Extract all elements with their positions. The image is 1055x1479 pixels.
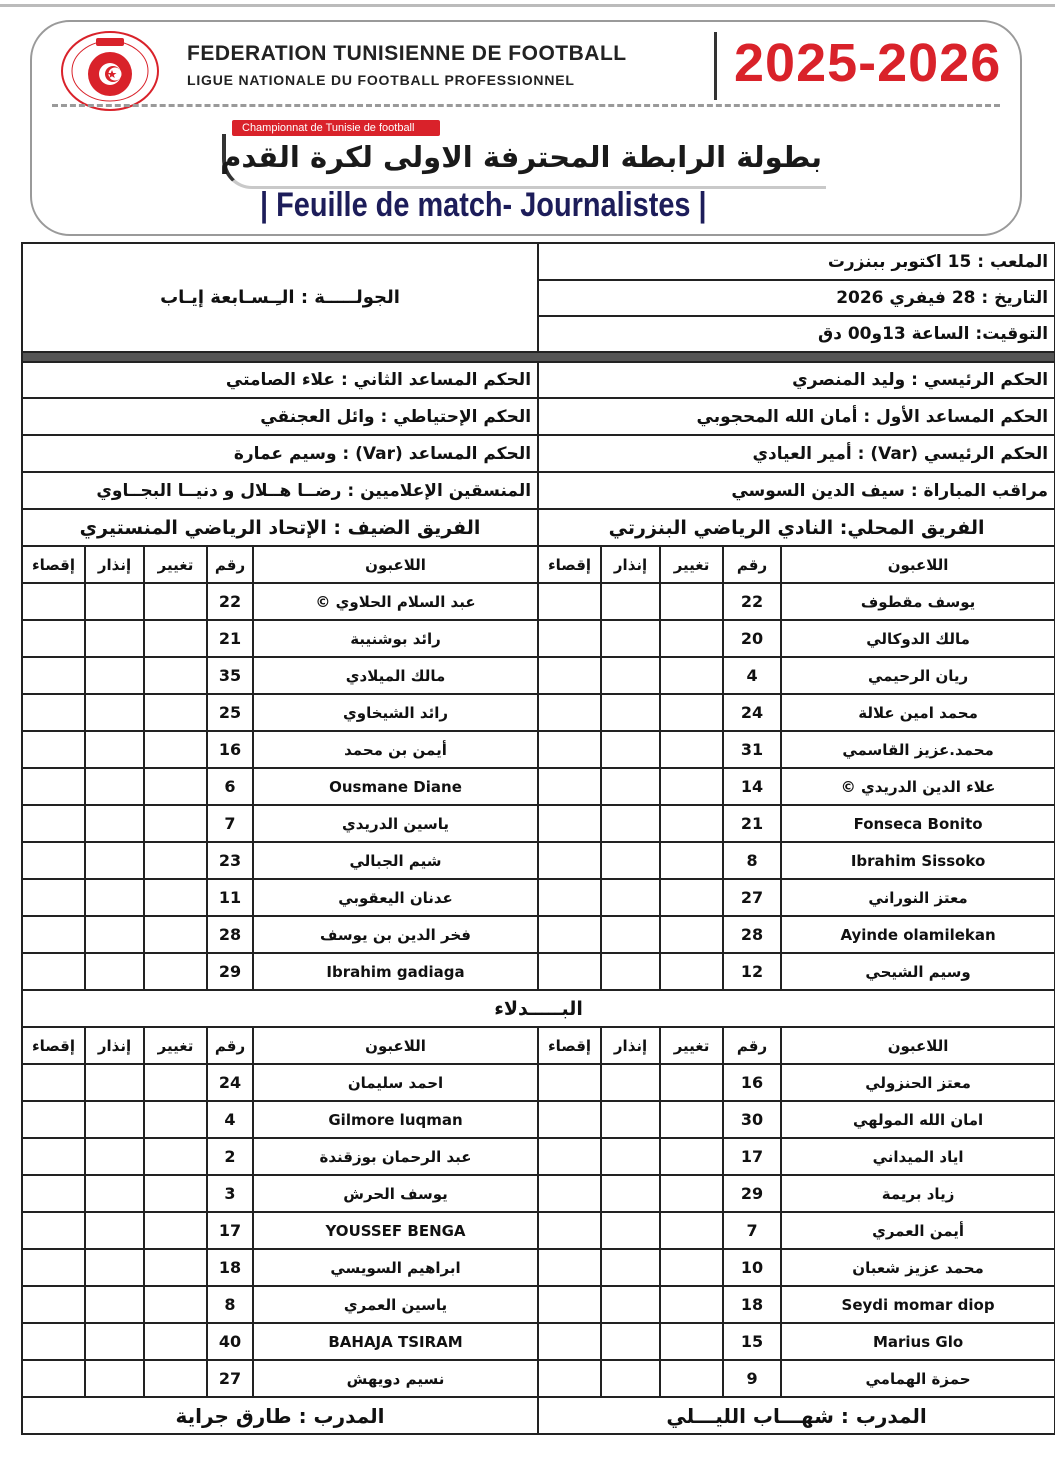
table-row — [22, 1138, 1055, 1175]
date-cell: التاريخ : 28 فيفري 2026 — [538, 280, 1055, 316]
header-divider — [714, 32, 717, 100]
table-row — [22, 879, 1055, 916]
away-warning-cell — [85, 916, 144, 953]
away-number-cell: 4 — [207, 1101, 253, 1138]
away-substitution-cell — [144, 1286, 207, 1323]
home-expulsion-cell — [538, 1360, 601, 1397]
home-player-name: محمد عزيز شعبان — [781, 1249, 1055, 1286]
away-warning-cell — [85, 620, 144, 657]
home-substitution-cell — [660, 1138, 723, 1175]
league-title-ar: بطولة الرابطة المحترفة الاولى لكرة القدم — [220, 140, 822, 174]
home-warning-cell — [601, 1138, 660, 1175]
home-expulsion-cell — [538, 1212, 601, 1249]
home-warning-cell — [601, 657, 660, 694]
col-warning: إنذار — [85, 1027, 144, 1064]
home-warning-cell — [601, 953, 660, 990]
table-row — [22, 694, 1055, 731]
home-player-name: Marius Glo — [781, 1323, 1055, 1360]
home-number-cell: 14 — [723, 768, 781, 805]
home-player-name: حمزة الهمامي — [781, 1360, 1055, 1397]
dashed-divider — [52, 104, 1000, 107]
home-number-cell: 28 — [723, 916, 781, 953]
away-warning-cell — [85, 1064, 144, 1101]
league-name: LIGUE NATIONALE DU FOOTBALL PROFESSIONNEL — [187, 72, 575, 88]
home-player-name: مالك الدوكالي — [781, 620, 1055, 657]
away-warning-cell — [85, 1175, 144, 1212]
col-expulsion: إقصاء — [538, 546, 601, 583]
away-substitution-cell — [144, 1249, 207, 1286]
away-substitution-cell — [144, 1138, 207, 1175]
away-warning-cell — [85, 1138, 144, 1175]
home-player-name: Ayinde olamilekan — [781, 916, 1055, 953]
home-warning-cell — [601, 879, 660, 916]
away-player-name: عدنان اليعقوبي — [253, 879, 538, 916]
home-substitution-cell — [660, 1360, 723, 1397]
home-coach-cell: المدرب : شهـــاب الليـــلي — [538, 1397, 1055, 1434]
away-expulsion-cell — [22, 916, 85, 953]
away-team-cell: الفريق الضيف : الإتحاد الرياضي المنستيري — [22, 509, 538, 546]
col-number: رقم — [207, 1027, 253, 1064]
away-warning-cell — [85, 768, 144, 805]
away-number-cell: 16 — [207, 731, 253, 768]
home-expulsion-cell — [538, 731, 601, 768]
col-players: اللاعبون — [253, 1027, 538, 1064]
away-expulsion-cell — [22, 657, 85, 694]
away-player-name: Ibrahim gadiaga — [253, 953, 538, 990]
home-warning-cell — [601, 1212, 660, 1249]
home-warning-cell — [601, 1249, 660, 1286]
away-warning-cell — [85, 583, 144, 620]
away-expulsion-cell — [22, 1286, 85, 1323]
home-player-name: زياد بريمة — [781, 1175, 1055, 1212]
home-player-name: Fonseca Bonito — [781, 805, 1055, 842]
assistant2-cell: الحكم المساعد الثاني : علاء الصامتي — [22, 362, 538, 398]
table-row — [22, 620, 1055, 657]
home-expulsion-cell — [538, 805, 601, 842]
away-expulsion-cell — [22, 694, 85, 731]
table-row — [22, 583, 1055, 620]
away-number-cell: 3 — [207, 1175, 253, 1212]
away-number-cell: 35 — [207, 657, 253, 694]
away-player-name: احمد سليمان — [253, 1064, 538, 1101]
away-substitution-cell — [144, 805, 207, 842]
away-expulsion-cell — [22, 1323, 85, 1360]
home-substitution-cell — [660, 953, 723, 990]
federation-name: FEDERATION TUNISIENNE DE FOOTBALL — [187, 42, 627, 65]
away-warning-cell — [85, 953, 144, 990]
home-warning-cell — [601, 731, 660, 768]
away-number-cell: 18 — [207, 1249, 253, 1286]
table-row — [22, 1064, 1055, 1101]
home-player-name: أيمن العمري — [781, 1212, 1055, 1249]
home-expulsion-cell — [538, 1101, 601, 1138]
home-substitution-cell — [660, 1064, 723, 1101]
top-rule — [0, 4, 1055, 7]
away-number-cell: 8 — [207, 1286, 253, 1323]
table-row — [22, 916, 1055, 953]
col-number: رقم — [723, 546, 781, 583]
home-warning-cell — [601, 1175, 660, 1212]
away-player-name: يوسف الحرش — [253, 1175, 538, 1212]
home-number-cell: 17 — [723, 1138, 781, 1175]
away-substitution-cell — [144, 1175, 207, 1212]
home-player-name: علاء الدين الدريدي © — [781, 768, 1055, 805]
home-warning-cell — [601, 842, 660, 879]
home-number-cell: 30 — [723, 1101, 781, 1138]
away-expulsion-cell — [22, 1249, 85, 1286]
col-number: رقم — [723, 1027, 781, 1064]
away-player-name: ابراهيم السويسي — [253, 1249, 538, 1286]
home-number-cell: 12 — [723, 953, 781, 990]
away-warning-cell — [85, 694, 144, 731]
home-player-name: Ibrahim Sissoko — [781, 842, 1055, 879]
col-players: اللاعبون — [781, 546, 1055, 583]
away-expulsion-cell — [22, 842, 85, 879]
reserve-referee-cell: الحكم الإحتياطي : وائل العجنقي — [22, 398, 538, 435]
home-number-cell: 22 — [723, 583, 781, 620]
table-row — [22, 657, 1055, 694]
away-expulsion-cell — [22, 1175, 85, 1212]
home-expulsion-cell — [538, 1323, 601, 1360]
away-expulsion-cell — [22, 768, 85, 805]
away-substitution-cell — [144, 1101, 207, 1138]
away-expulsion-cell — [22, 1064, 85, 1101]
col-substitution: تغيير — [660, 546, 723, 583]
league-title-frame — [222, 134, 826, 189]
col-players: اللاعبون — [253, 546, 538, 583]
away-expulsion-cell — [22, 1138, 85, 1175]
away-substitution-cell — [144, 1323, 207, 1360]
home-number-cell: 20 — [723, 620, 781, 657]
home-substitution-cell — [660, 731, 723, 768]
col-players: اللاعبون — [781, 1027, 1055, 1064]
away-number-cell: 28 — [207, 916, 253, 953]
away-substitution-cell — [144, 1064, 207, 1101]
away-number-cell: 40 — [207, 1323, 253, 1360]
away-substitution-cell — [144, 583, 207, 620]
home-expulsion-cell — [538, 694, 601, 731]
home-expulsion-cell — [538, 768, 601, 805]
away-warning-cell — [85, 1286, 144, 1323]
home-number-cell: 18 — [723, 1286, 781, 1323]
home-substitution-cell — [660, 583, 723, 620]
away-number-cell: 25 — [207, 694, 253, 731]
home-expulsion-cell — [538, 1249, 601, 1286]
home-warning-cell — [601, 1360, 660, 1397]
home-expulsion-cell — [538, 1064, 601, 1101]
away-substitution-cell — [144, 916, 207, 953]
away-player-name: رائد الشيخاوي — [253, 694, 538, 731]
round-cell: الجولـــــة : الـِـسـابعة إيـاب — [22, 243, 538, 352]
away-player-name: YOUSSEF BENGA — [253, 1212, 538, 1249]
home-substitution-cell — [660, 1323, 723, 1360]
home-expulsion-cell — [538, 1175, 601, 1212]
away-number-cell: 11 — [207, 879, 253, 916]
starters-body — [22, 583, 1055, 990]
col-expulsion: إقصاء — [22, 1027, 85, 1064]
col-number: رقم — [207, 546, 253, 583]
home-number-cell: 15 — [723, 1323, 781, 1360]
away-player-name: نسيم دويهش — [253, 1360, 538, 1397]
home-warning-cell — [601, 620, 660, 657]
away-coach-cell: المدرب : طارق جراية — [22, 1397, 538, 1434]
sheet-title: | Feuille de match- Journalistes | — [260, 186, 707, 224]
home-number-cell: 8 — [723, 842, 781, 879]
home-substitution-cell — [660, 1175, 723, 1212]
away-substitution-cell — [144, 657, 207, 694]
home-warning-cell — [601, 583, 660, 620]
col-substitution: تغيير — [144, 546, 207, 583]
home-substitution-cell — [660, 657, 723, 694]
away-expulsion-cell — [22, 805, 85, 842]
away-number-cell: 7 — [207, 805, 253, 842]
away-number-cell: 21 — [207, 620, 253, 657]
home-expulsion-cell — [538, 1286, 601, 1323]
away-substitution-cell — [144, 1212, 207, 1249]
home-player-name: معتز النوراني — [781, 879, 1055, 916]
home-player-name: امان الله المولهي — [781, 1101, 1055, 1138]
media-coordinators-cell: المنسقين الإعلاميين : رضــا هــلال و دنيــا البجــاوي — [22, 472, 538, 509]
home-substitution-cell — [660, 1212, 723, 1249]
away-substitution-cell — [144, 953, 207, 990]
home-expulsion-cell — [538, 953, 601, 990]
away-expulsion-cell — [22, 1212, 85, 1249]
home-substitution-cell — [660, 768, 723, 805]
away-player-name: عبد الرحمان بوزقندة — [253, 1138, 538, 1175]
away-substitution-cell — [144, 1360, 207, 1397]
away-expulsion-cell — [22, 1101, 85, 1138]
home-warning-cell — [601, 694, 660, 731]
table-row — [22, 731, 1055, 768]
away-warning-cell — [85, 1360, 144, 1397]
away-player-name: Ousmane Diane — [253, 768, 538, 805]
document-header — [30, 20, 1022, 236]
home-warning-cell — [601, 1323, 660, 1360]
away-expulsion-cell — [22, 879, 85, 916]
table-row — [22, 805, 1055, 842]
substitutes-body — [22, 1064, 1055, 1397]
away-number-cell: 27 — [207, 1360, 253, 1397]
home-substitution-cell — [660, 805, 723, 842]
away-warning-cell — [85, 879, 144, 916]
away-warning-cell — [85, 1249, 144, 1286]
away-expulsion-cell — [22, 620, 85, 657]
col-expulsion: إقصاء — [538, 1027, 601, 1064]
away-expulsion-cell — [22, 953, 85, 990]
away-number-cell: 22 — [207, 583, 253, 620]
home-number-cell: 21 — [723, 805, 781, 842]
away-substitution-cell — [144, 879, 207, 916]
home-warning-cell — [601, 1286, 660, 1323]
away-number-cell: 2 — [207, 1138, 253, 1175]
away-player-name: رائد بوشنيبة — [253, 620, 538, 657]
home-substitution-cell — [660, 842, 723, 879]
away-warning-cell — [85, 1323, 144, 1360]
away-player-name: ياسين الدريدي — [253, 805, 538, 842]
home-warning-cell — [601, 768, 660, 805]
home-team-cell: الفريق المحلي: النادي الرياضي البنزرتي — [538, 509, 1055, 546]
col-warning: إنذار — [85, 546, 144, 583]
away-warning-cell — [85, 1212, 144, 1249]
home-substitution-cell — [660, 916, 723, 953]
home-expulsion-cell — [538, 916, 601, 953]
away-substitution-cell — [144, 620, 207, 657]
table-row — [22, 1101, 1055, 1138]
away-expulsion-cell — [22, 731, 85, 768]
home-expulsion-cell — [538, 657, 601, 694]
away-player-name: ياسين العمري — [253, 1286, 538, 1323]
table-row — [22, 842, 1055, 879]
stadium-cell: الملعب : 15 اكتوبر ببنزرت — [538, 243, 1055, 280]
away-player-name: فخر الدين بن يوسف — [253, 916, 538, 953]
away-number-cell: 24 — [207, 1064, 253, 1101]
table-row — [22, 1323, 1055, 1360]
section-separator — [22, 352, 1055, 362]
away-number-cell: 23 — [207, 842, 253, 879]
table-row — [22, 1286, 1055, 1323]
table-row — [22, 1175, 1055, 1212]
home-warning-cell — [601, 805, 660, 842]
var-assistant-cell: الحكم المساعد (Var) : وسيم عمارة — [22, 435, 538, 472]
home-number-cell: 7 — [723, 1212, 781, 1249]
substitutes-title: البـــــدلاء — [22, 990, 1055, 1027]
home-number-cell: 9 — [723, 1360, 781, 1397]
home-substitution-cell — [660, 1101, 723, 1138]
away-player-name: أيمن بن محمد — [253, 731, 538, 768]
home-substitution-cell — [660, 694, 723, 731]
home-expulsion-cell — [538, 842, 601, 879]
home-number-cell: 27 — [723, 879, 781, 916]
home-warning-cell — [601, 1064, 660, 1101]
home-number-cell: 4 — [723, 657, 781, 694]
away-substitution-cell — [144, 768, 207, 805]
home-number-cell: 10 — [723, 1249, 781, 1286]
home-expulsion-cell — [538, 1138, 601, 1175]
table-row — [22, 1360, 1055, 1397]
home-substitution-cell — [660, 879, 723, 916]
home-number-cell: 24 — [723, 694, 781, 731]
away-expulsion-cell — [22, 1360, 85, 1397]
away-substitution-cell — [144, 731, 207, 768]
away-warning-cell — [85, 731, 144, 768]
home-player-name: اياد الميداني — [781, 1138, 1055, 1175]
home-number-cell: 31 — [723, 731, 781, 768]
ftf-logo-icon — [60, 30, 160, 112]
home-player-name: معتز الحنزولي — [781, 1064, 1055, 1101]
time-cell: التوقيت: الساعة 13و00 دق — [538, 316, 1055, 352]
col-expulsion: إقصاء — [22, 546, 85, 583]
col-substitution: تغيير — [144, 1027, 207, 1064]
home-substitution-cell — [660, 1286, 723, 1323]
match-sheet-table — [21, 242, 1055, 1435]
home-expulsion-cell — [538, 620, 601, 657]
away-warning-cell — [85, 657, 144, 694]
away-number-cell: 17 — [207, 1212, 253, 1249]
home-number-cell: 16 — [723, 1064, 781, 1101]
home-expulsion-cell — [538, 583, 601, 620]
table-row — [22, 953, 1055, 990]
away-player-name: شيم الجبالي — [253, 842, 538, 879]
away-substitution-cell — [144, 694, 207, 731]
assistant1-cell: الحكم المساعد الأول : أمان الله المحجوبي — [538, 398, 1055, 435]
home-substitution-cell — [660, 620, 723, 657]
col-warning: إنذار — [601, 1027, 660, 1064]
home-number-cell: 29 — [723, 1175, 781, 1212]
away-number-cell: 29 — [207, 953, 253, 990]
col-substitution: تغيير — [660, 1027, 723, 1064]
home-warning-cell — [601, 916, 660, 953]
home-expulsion-cell — [538, 879, 601, 916]
home-player-name: ريان الرحيمي — [781, 657, 1055, 694]
away-number-cell: 6 — [207, 768, 253, 805]
away-expulsion-cell — [22, 583, 85, 620]
championship-badge: Championnat de Tunisie de football — [232, 120, 440, 136]
home-substitution-cell — [660, 1249, 723, 1286]
away-warning-cell — [85, 1101, 144, 1138]
home-player-name: Seydi momar diop — [781, 1286, 1055, 1323]
away-substitution-cell — [144, 842, 207, 879]
commissioner-cell: مراقب المباراة : سيف الدين السوسي — [538, 472, 1055, 509]
table-row — [22, 768, 1055, 805]
away-warning-cell — [85, 842, 144, 879]
away-player-name: عبد السلام الحلاوي © — [253, 583, 538, 620]
away-player-name: BAHAJA TSIRAM — [253, 1323, 538, 1360]
away-player-name: Gilmore luqman — [253, 1101, 538, 1138]
var-main-cell: الحكم الرئيسي (Var) : أمير العيادي — [538, 435, 1055, 472]
table-row — [22, 1212, 1055, 1249]
season-label: 2025-2026 — [734, 33, 1002, 93]
home-player-name: محمد امين علالة — [781, 694, 1055, 731]
main-referee-cell: الحكم الرئيسي : وليد المنصري — [538, 362, 1055, 398]
away-player-name: مالك الميلادي — [253, 657, 538, 694]
col-warning: إنذار — [601, 546, 660, 583]
home-player-name: محمد.عزيز القاسمي — [781, 731, 1055, 768]
away-warning-cell — [85, 805, 144, 842]
home-player-name: يوسف مقطوف — [781, 583, 1055, 620]
home-warning-cell — [601, 1101, 660, 1138]
home-player-name: وسيم الشيحي — [781, 953, 1055, 990]
table-row — [22, 1249, 1055, 1286]
